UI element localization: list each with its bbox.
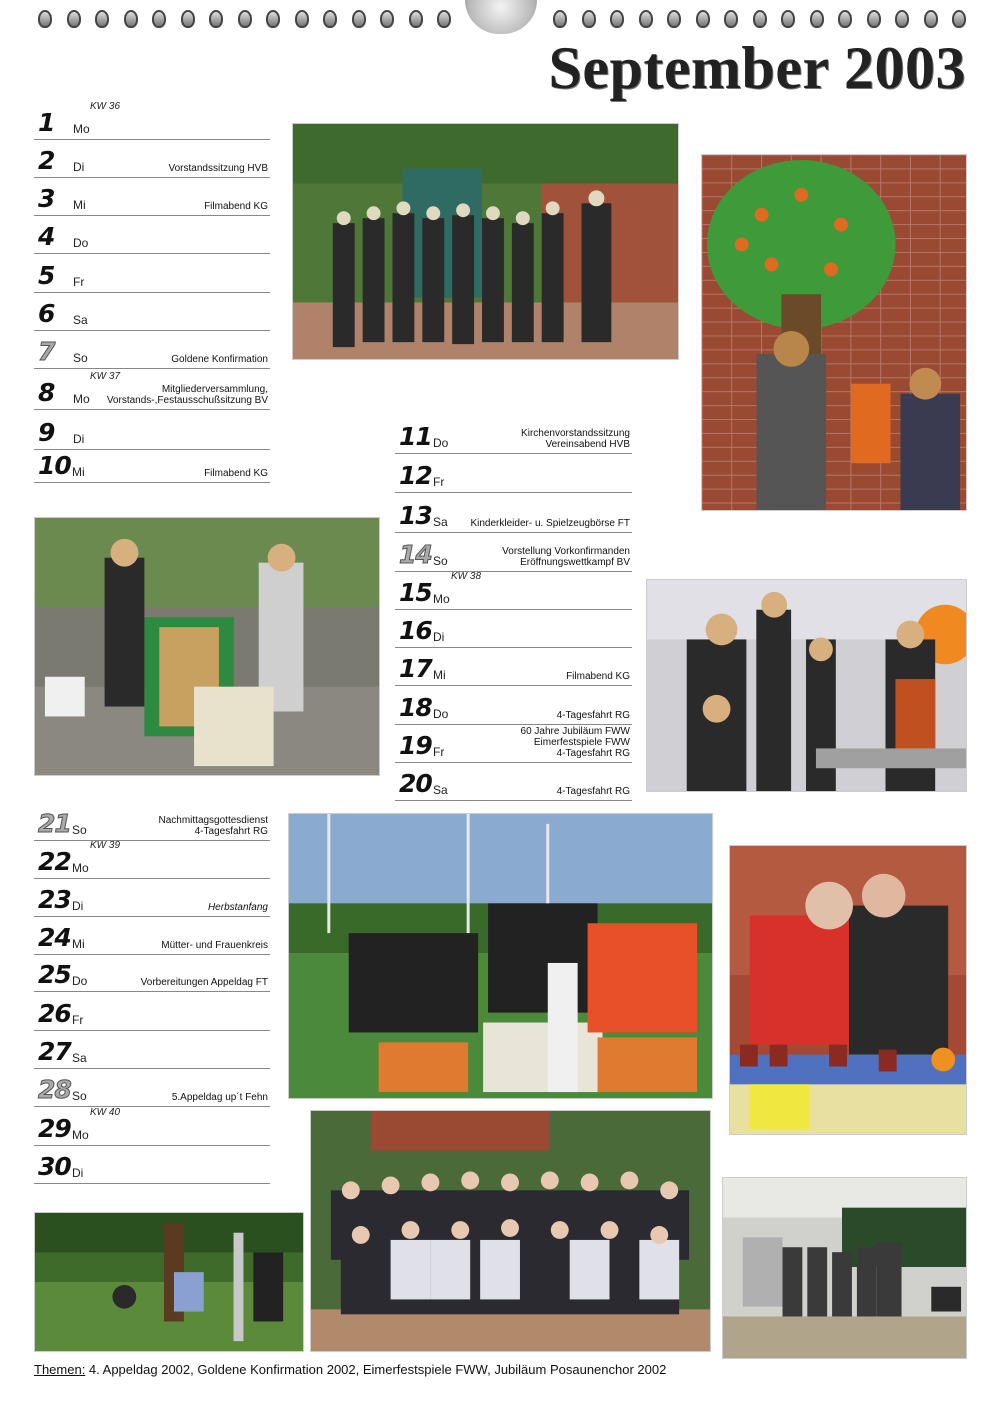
- day-number: 7: [38, 337, 55, 366]
- weekday-label: Mi: [73, 198, 86, 212]
- day-number: 10: [38, 451, 71, 480]
- day-event: Filmabend KG: [204, 468, 268, 479]
- brass-band-photo: [292, 123, 679, 360]
- spiral-ring: [810, 10, 824, 28]
- spiral-ring: [952, 10, 966, 28]
- calendar-day-row: [34, 294, 270, 331]
- weekday-label: Fr: [73, 275, 85, 289]
- spiral-ring: [610, 10, 624, 28]
- calendar-week-label: KW 40: [90, 1107, 121, 1118]
- apple-tree-children-photo: [701, 154, 967, 511]
- day-number: 22: [38, 847, 71, 876]
- day-number: 12: [399, 461, 432, 490]
- weekday-label: So: [73, 351, 88, 365]
- spiral-ring: [867, 10, 881, 28]
- spiral-ring: [266, 10, 280, 28]
- day-number: 29: [38, 1114, 71, 1143]
- day-event: Goldene Konfirmation: [171, 354, 268, 365]
- day-event: Kirchenvorstandssitzung Vereinsabend HVB: [521, 428, 630, 450]
- weekday-label: Mo: [73, 392, 90, 406]
- spiral-ring: [38, 10, 52, 28]
- calendar-day-row: [34, 373, 270, 410]
- day-event: Mitgliederversammlung, Vorstands-,Festausschußsitzung BV: [106, 384, 268, 406]
- day-number: 15: [399, 578, 432, 607]
- page-title: September 2003: [548, 35, 966, 101]
- weekday-label: Di: [433, 630, 445, 644]
- calendar-day-row: [34, 994, 270, 1031]
- weekday-label: Do: [433, 707, 449, 721]
- spiral-ring: [238, 10, 252, 28]
- calendar-day-row: [395, 573, 632, 610]
- spiral-ring: [323, 10, 337, 28]
- calendar-day-row: [395, 726, 632, 763]
- calendar-day-row: [34, 179, 270, 216]
- day-number: 3: [38, 184, 55, 213]
- calendar-day-row: [34, 141, 270, 178]
- confirmation-group-photo: [310, 1110, 711, 1352]
- day-number: 5: [38, 261, 55, 290]
- day-event: Vorstellung Vorkonfirmanden Eröffnungswettkampf BV: [502, 546, 630, 568]
- weekday-label: Di: [73, 432, 85, 446]
- day-number: 4: [38, 222, 55, 251]
- spiral-ring: [724, 10, 738, 28]
- day-event: Vorstandssitzung HVB: [168, 163, 268, 174]
- weekday-label: Fr: [433, 475, 445, 489]
- weekday-label: Do: [433, 436, 449, 450]
- spiral-ring: [181, 10, 195, 28]
- day-number: 14: [399, 540, 432, 569]
- day-number: 18: [399, 693, 432, 722]
- spiral-ring: [639, 10, 653, 28]
- spiral-ring: [380, 10, 394, 28]
- day-event: 4-Tagesfahrt RG: [556, 710, 630, 721]
- calendar-day-row: [395, 764, 632, 801]
- spiral-ring: [667, 10, 681, 28]
- weekday-label: Mi: [433, 668, 446, 682]
- classroom-play-photo: [722, 1177, 967, 1359]
- day-number: 19: [399, 731, 432, 760]
- spiral-ring: [753, 10, 767, 28]
- calendar-day-row: [34, 880, 270, 917]
- spiral-ring: [838, 10, 852, 28]
- day-number: 9: [38, 418, 55, 447]
- weekday-label: Sa: [433, 783, 448, 797]
- day-event: Vorbereitungen Appeldag FT: [140, 977, 268, 988]
- calendar-day-row: [34, 1032, 270, 1069]
- day-number: 30: [38, 1152, 71, 1181]
- spiral-ring: [553, 10, 567, 28]
- spiral-ring: [582, 10, 596, 28]
- weekday-label: Di: [72, 899, 84, 913]
- day-number: 26: [38, 999, 71, 1028]
- calendar-day-row: [34, 103, 270, 140]
- weekday-label: Sa: [73, 313, 88, 327]
- day-event: Filmabend KG: [566, 671, 630, 682]
- footer-text: 4. Appeldag 2002, Goldene Konfirmation 2002, Eimerfestspiele FWW, Jubiläum Posaunenchor 2002: [85, 1362, 667, 1377]
- calendar-day-row: [395, 688, 632, 725]
- calendar-day-row: [34, 1070, 270, 1107]
- calendar-week-label: KW 37: [90, 371, 121, 382]
- day-number: 11: [399, 422, 432, 451]
- footer-label: Themen:: [34, 1362, 86, 1377]
- weekday-label: So: [433, 554, 448, 568]
- day-event: Mütter- und Frauenkreis: [161, 940, 268, 951]
- day-number: 6: [38, 299, 55, 328]
- podium-ceremony-photo: [288, 813, 713, 1099]
- calendar-day-row: [34, 217, 270, 254]
- weekday-label: Fr: [72, 1013, 84, 1027]
- spiral-ring: [209, 10, 223, 28]
- spiral-ring: [924, 10, 938, 28]
- calendar-day-row: [34, 413, 270, 450]
- spiral-ring: [295, 10, 309, 28]
- day-number: 21: [38, 809, 71, 838]
- calendar-day-row: [395, 649, 632, 686]
- spiral-ring: [409, 10, 423, 28]
- day-event: Filmabend KG: [204, 201, 268, 212]
- calendar-day-row: [34, 955, 270, 992]
- calendar-day-row: [34, 1109, 270, 1146]
- calendar-day-row: [34, 256, 270, 293]
- day-number: 24: [38, 923, 71, 952]
- calendar-day-row: [395, 456, 632, 493]
- weekday-label: Di: [72, 1166, 84, 1180]
- weekday-label: Mo: [72, 1128, 89, 1142]
- spiral-ring: [124, 10, 138, 28]
- weekday-label: Mi: [72, 465, 85, 479]
- day-number: 23: [38, 885, 71, 914]
- footer-themes: [34, 1362, 666, 1377]
- weekday-label: Fr: [433, 745, 445, 759]
- spiral-ring: [67, 10, 81, 28]
- calendar-week-label: KW 39: [90, 840, 121, 851]
- day-number: 17: [399, 654, 432, 683]
- weekday-label: Do: [72, 974, 88, 988]
- calendar-day-row: [34, 842, 270, 879]
- weekday-label: So: [72, 1089, 87, 1103]
- day-event: 60 Jahre Jubiläum FWW Eimerfestspiele FWW 4-Tagesfahrt RG: [520, 726, 630, 759]
- weekday-label: So: [72, 823, 87, 837]
- calendar-week-label: KW 36: [90, 101, 121, 112]
- weekday-label: Mo: [433, 592, 450, 606]
- weekday-label: Mi: [72, 937, 85, 951]
- spiral-ring: [781, 10, 795, 28]
- spiral-ring: [895, 10, 909, 28]
- day-number: 25: [38, 960, 71, 989]
- calendar-day-row: [395, 535, 632, 572]
- day-event: Nachmittagsgottesdienst 4-Tagesfahrt RG: [158, 815, 268, 837]
- spiral-ring: [95, 10, 109, 28]
- spiral-ring: [352, 10, 366, 28]
- day-event: 4-Tagesfahrt RG: [556, 786, 630, 797]
- calendar-day-row: [34, 446, 270, 483]
- weekday-label: Di: [73, 160, 85, 174]
- weekday-label: Sa: [72, 1051, 87, 1065]
- calendar-day-row: [34, 1147, 270, 1184]
- weekday-label: Mo: [72, 861, 89, 875]
- calendar-day-row: [34, 332, 270, 369]
- day-number: 1: [38, 108, 55, 137]
- calendar-day-row: [395, 611, 632, 648]
- jam-stand-photo: [729, 845, 967, 1135]
- day-number: 27: [38, 1037, 71, 1066]
- day-number: 8: [38, 378, 55, 407]
- calendar-day-row: [34, 918, 270, 955]
- apple-picking-photo: [34, 1212, 304, 1352]
- spiral-ring: [437, 10, 451, 28]
- day-event: Kinderkleider- u. Spielzeugbörse FT: [470, 518, 630, 529]
- day-number: 13: [399, 501, 432, 530]
- apple-press-photo: [34, 517, 380, 776]
- market-crowd-photo: [646, 579, 967, 792]
- day-event: Herbstanfang: [207, 902, 268, 913]
- weekday-label: Do: [73, 236, 89, 250]
- spiral-ring: [152, 10, 166, 28]
- day-number: 28: [38, 1075, 71, 1104]
- weekday-label: Mo: [73, 122, 90, 136]
- day-number: 16: [399, 616, 432, 645]
- calendar-day-row: [34, 804, 270, 841]
- calendar-day-row: [395, 417, 632, 454]
- spiral-ring: [696, 10, 710, 28]
- day-number: 20: [399, 769, 432, 798]
- day-event: 5.Appeldag up´t Fehn: [171, 1092, 268, 1103]
- weekday-label: Sa: [433, 515, 448, 529]
- calendar-day-row: [395, 496, 632, 533]
- calendar-week-label: KW 38: [451, 571, 482, 582]
- day-number: 2: [38, 146, 55, 175]
